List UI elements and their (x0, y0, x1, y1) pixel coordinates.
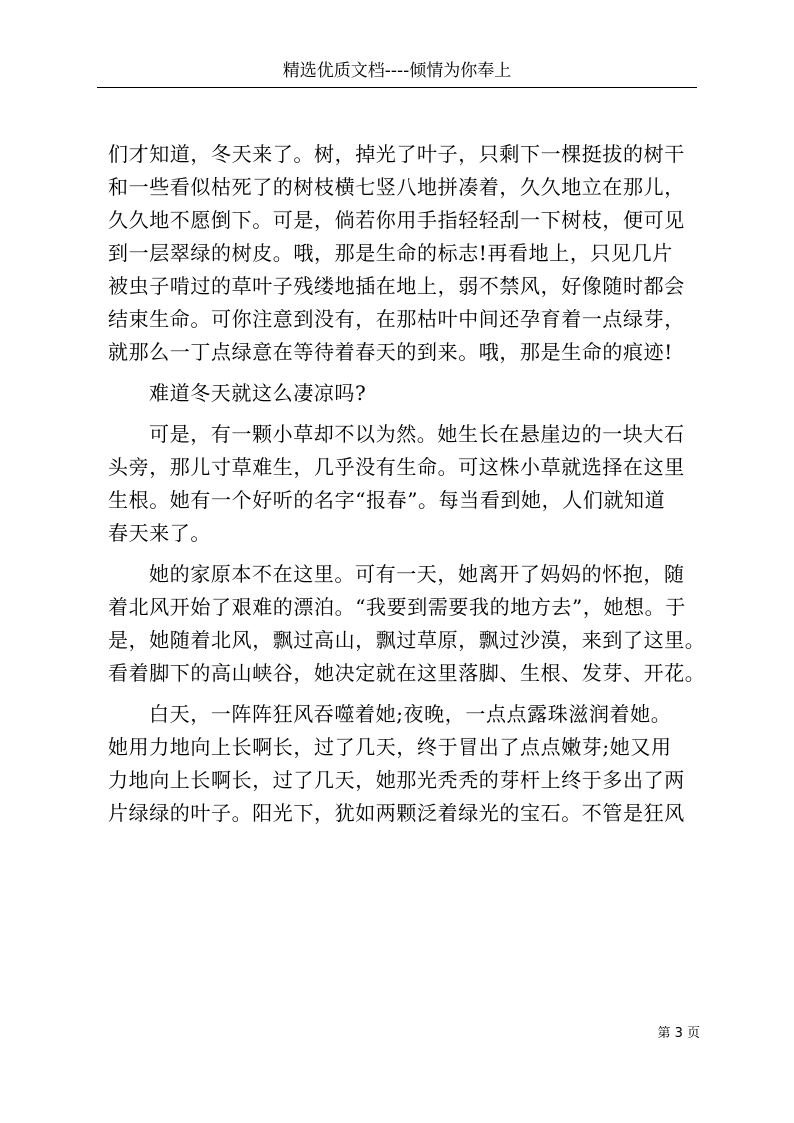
text-line: 就那么一丁点绿意在等待着春天的到来。哦，那是生命的痕迹! (108, 340, 673, 364)
text-line: 被虫子啃过的草叶子残缕地插在地上，弱不禁风，好像随时都会 (108, 274, 685, 298)
text-line: 们才知道，冬天来了。树，掉光了叶子，只剩下一棵挺拔的树干 (108, 142, 685, 166)
text-line: 到一层翠绿的树皮。哦，那是生命的标志!再看地上，只见几片 (108, 241, 673, 265)
page-number: 第 3 页 (657, 1026, 700, 1041)
paragraph-start-line: 难道冬天就这么凄凉吗? (149, 381, 367, 405)
text-line: 和一些看似枯死了的树枝横七竖八地拼凑着，久久地立在那儿， (108, 175, 685, 199)
paragraph-start-line: 白天，一阵阵狂风吞噬着她;夜晚，一点点露珠滋润着她。 (149, 702, 672, 726)
paragraph-start-line: 可是，有一颗小草却不以为然。她生长在悬崖边的一块大石 (149, 422, 685, 446)
text-line: 看着脚下的高山峡谷，她决定就在这里落脚、生根、发芽、开花。 (108, 661, 706, 685)
document-body (108, 138, 708, 830)
text-line: 着北风开始了艰难的漂泊。“我要到需要我的地方去”，她想。于 (108, 595, 686, 619)
text-line: 结束生命。可你注意到没有，在那枯叶中间还孕育着一点绿芽， (108, 307, 685, 331)
text-line: 头旁，那儿寸草难生，几乎没有生命。可这株小草就选择在这里 (108, 455, 685, 479)
text-line: 久久地不愿倒下。可是，倘若你用手指轻轻刮一下树枝，便可见 (108, 208, 685, 232)
page-header (97, 55, 697, 88)
header-title: 精选优质文档----倾情为你奉上 (282, 61, 512, 81)
text-line: 力地向上长啊长，过了几天，她那光秃秃的芽杆上终于多出了两 (108, 768, 685, 792)
text-line: 春天来了。 (108, 521, 211, 545)
text-line: 是，她随着北风，飘过高山，飘过草原，飘过沙漠，来到了这里。 (108, 628, 706, 652)
text-line: 片绿绿的叶子。阳光下，犹如两颗泛着绿光的宝石。不管是狂风 (108, 801, 685, 825)
text-line: 她用力地向上长啊长，过了几天，终于冒出了点点嫩芽;她又用 (108, 735, 672, 759)
text-line: 生根。她有一个好听的名字“报春”。每当看到她，人们就知道 (108, 488, 666, 512)
paragraph-start-line: 她的家原本不在这里。可有一天，她离开了妈妈的怀抱，随 (149, 562, 685, 586)
